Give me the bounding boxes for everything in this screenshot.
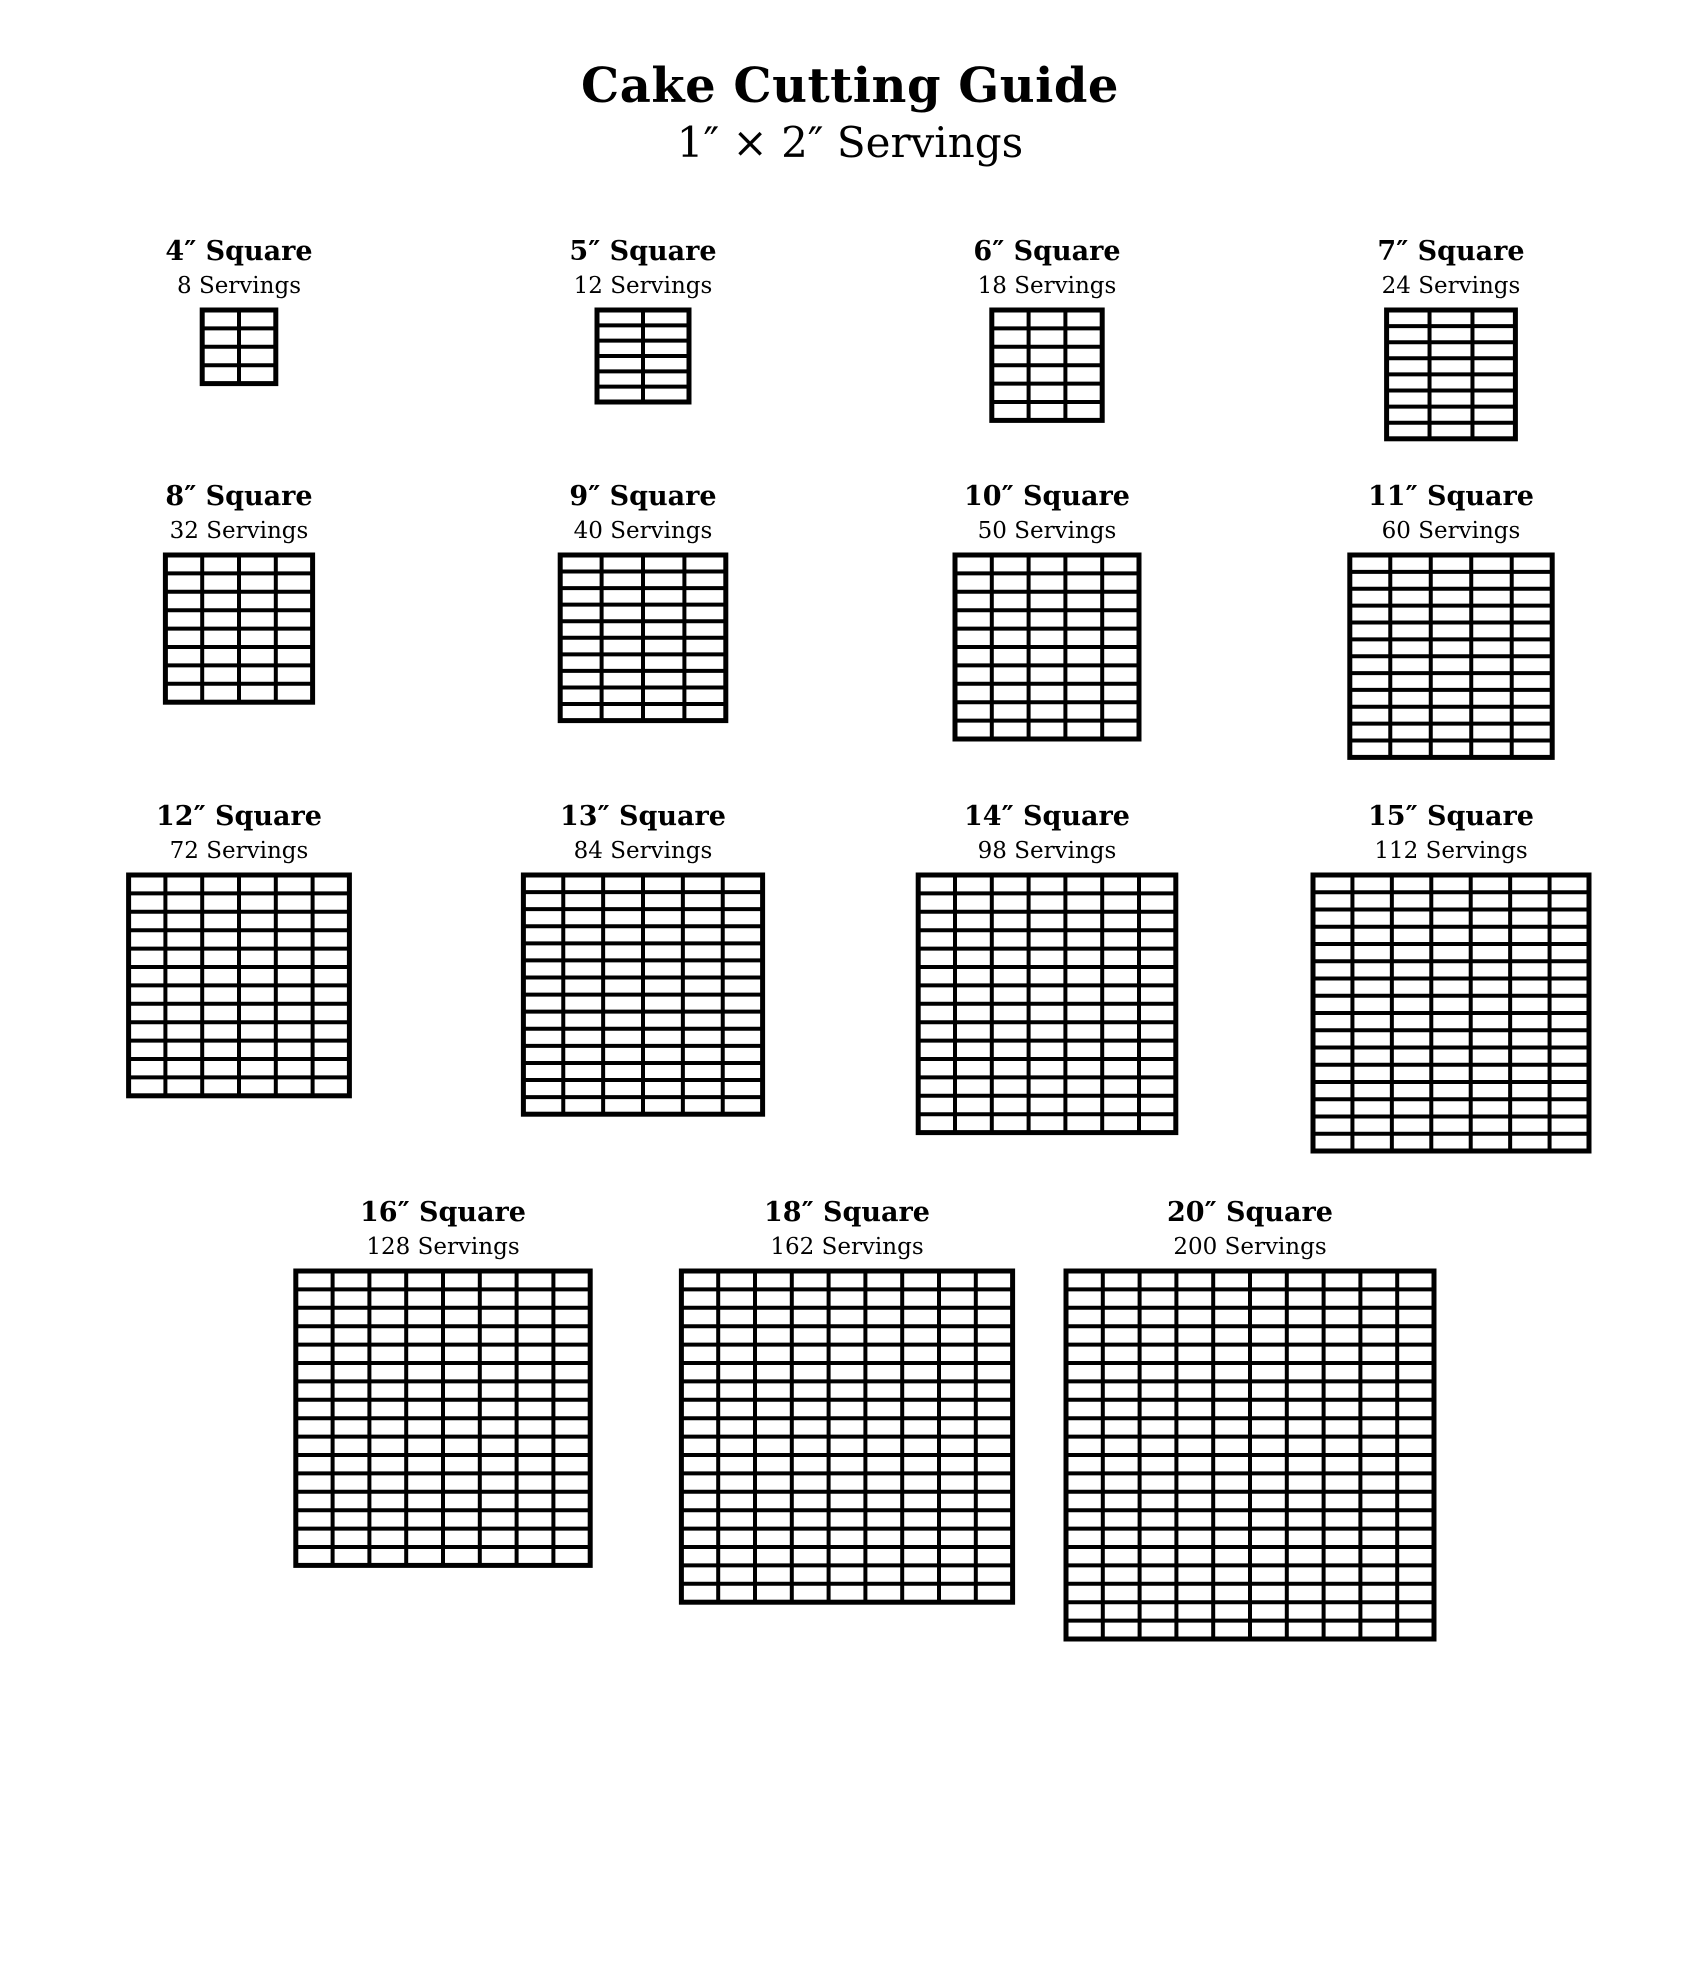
cake-title: 6″ Square — [973, 236, 1121, 267]
cake-servings: 84 Servings — [573, 838, 713, 864]
cake-servings: 8 Servings — [177, 273, 301, 299]
cake-servings: 98 Servings — [977, 838, 1117, 864]
cake-servings: 50 Servings — [977, 518, 1117, 544]
cake-servings: 32 Servings — [169, 518, 309, 544]
cake-14in-square — [918, 801, 1176, 1133]
cake-title: 13″ Square — [560, 801, 726, 832]
cake-title: 12″ Square — [156, 801, 322, 832]
cake-servings: 24 Servings — [1381, 273, 1521, 299]
cake-20in-square — [1066, 1197, 1434, 1639]
cake-title: 4″ Square — [165, 236, 313, 267]
cake-9in-square — [560, 481, 726, 721]
cake-title: 7″ Square — [1377, 236, 1525, 267]
cake-12in-square — [129, 801, 350, 1096]
cake-servings: 40 Servings — [573, 518, 713, 544]
cake-servings: 200 Servings — [1173, 1234, 1327, 1260]
cake-title: 20″ Square — [1167, 1197, 1333, 1228]
cake-13in-square — [523, 801, 762, 1114]
cake-title: 11″ Square — [1368, 481, 1534, 512]
cake-15in-square — [1313, 801, 1589, 1151]
cake-title: 15″ Square — [1368, 801, 1534, 832]
cake-title: 10″ Square — [964, 481, 1130, 512]
cake-servings: 112 Servings — [1374, 838, 1528, 864]
cake-servings: 60 Servings — [1381, 518, 1521, 544]
cake-title: 18″ Square — [764, 1197, 930, 1228]
cake-servings: 12 Servings — [573, 273, 713, 299]
cake-servings: 162 Servings — [770, 1234, 924, 1260]
cake-servings: 72 Servings — [169, 838, 309, 864]
cake-16in-square — [296, 1197, 590, 1565]
page-title: Cake Cutting Guide — [581, 58, 1119, 114]
cake-title: 5″ Square — [569, 236, 717, 267]
cake-title: 14″ Square — [964, 801, 1130, 832]
cake-4in-square — [165, 236, 312, 384]
cake-18in-square — [681, 1197, 1012, 1602]
cake-7in-square — [1377, 236, 1524, 439]
cake-5in-square — [569, 236, 716, 402]
cake-servings: 18 Servings — [977, 273, 1117, 299]
cake-title: 8″ Square — [165, 481, 313, 512]
cake-servings: 128 Servings — [366, 1234, 520, 1260]
cake-11in-square — [1350, 481, 1552, 757]
page-subtitle: 1″ × 2″ Servings — [676, 118, 1024, 167]
cake-title: 16″ Square — [360, 1197, 526, 1228]
cake-6in-square — [973, 236, 1120, 420]
cake-10in-square — [955, 481, 1139, 739]
cake-8in-square — [165, 481, 312, 702]
cake-title: 9″ Square — [569, 481, 717, 512]
